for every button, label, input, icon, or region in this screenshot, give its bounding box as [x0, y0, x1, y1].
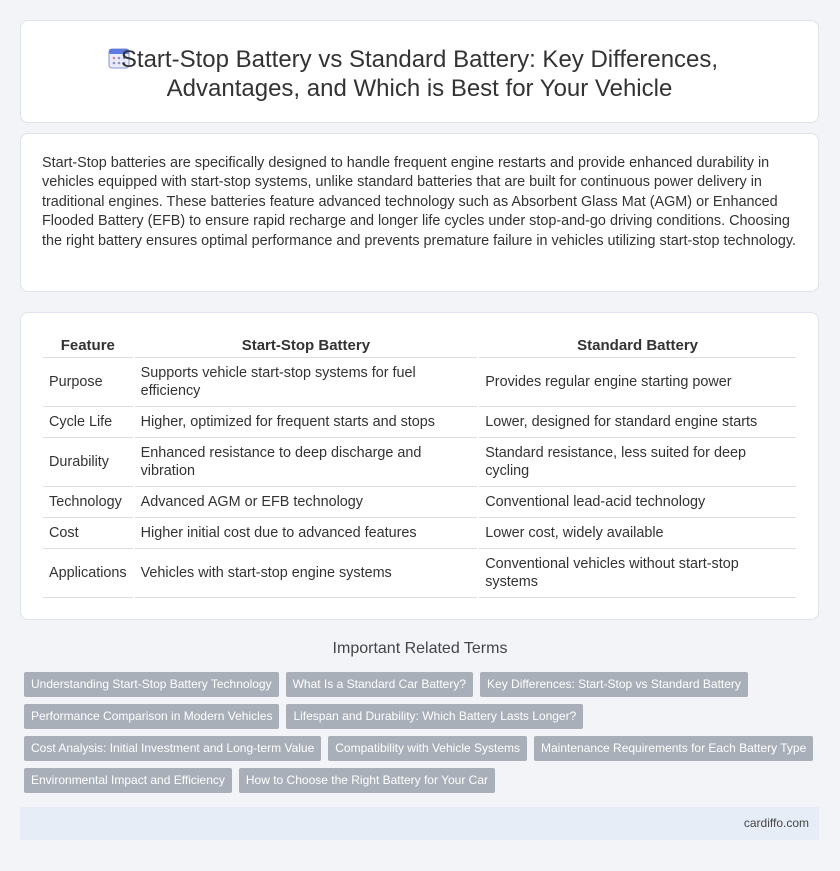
comparison-card — [20, 312, 819, 620]
feature-cell: Applications — [43, 549, 133, 598]
standard-cell: Standard resistance, less suited for deep cycling — [479, 438, 796, 487]
related-term-tag[interactable]: What Is a Standard Car Battery? — [286, 672, 473, 697]
start-stop-cell: Higher, optimized for frequent starts and stops — [135, 407, 478, 438]
tag-row — [24, 704, 824, 729]
related-term-tag[interactable]: Key Differences: Start-Stop vs Standard Battery — [480, 672, 748, 697]
column-header-start-stop: Start-Stop Battery — [135, 333, 478, 358]
table-row — [43, 407, 796, 438]
related-term-tag[interactable]: How to Choose the Right Battery for Your Car — [239, 768, 495, 793]
table-row — [43, 358, 796, 407]
standard-cell: Conventional vehicles without start-stop systems — [479, 549, 796, 598]
table-header-row — [43, 333, 796, 358]
related-term-tag[interactable]: Understanding Start-Stop Battery Technology — [24, 672, 279, 697]
footer — [20, 807, 819, 840]
page-title-line2: Advantages, and Which is Best for Your Vehicle — [166, 75, 673, 102]
column-header-standard: Standard Battery — [479, 333, 796, 358]
standard-cell: Lower cost, widely available — [479, 518, 796, 549]
table-row — [43, 549, 796, 598]
page-title — [21, 45, 818, 103]
column-header-feature: Feature — [43, 333, 133, 358]
footer-site-link[interactable]: cardiffo.com — [743, 816, 809, 830]
tag-row — [24, 768, 824, 793]
standard-cell: Conventional lead-acid technology — [479, 487, 796, 518]
standard-cell: Provides regular engine starting power — [479, 358, 796, 407]
intro-paragraph: Start-Stop batteries are specifically designed to handle frequent engine restarts and provide enhanced durability in vehicles equipped with start-stop systems, unlike standard batteries that are built for continuous power delivery in traditional engines. These batteries feature advanced technology such as Absorbent Glass Mat (AGM) or Enhanced Flooded Battery (EFB) to ensure rapid recharge and longer life cycles under stop-and-go driving conditions. Choosing the right battery ensures optimal performance and prevents premature failure in vehicles utilizing start-stop technology. — [42, 155, 797, 249]
standard-cell: Lower, designed for standard engine starts — [479, 407, 796, 438]
related-term-tag[interactable]: Environmental Impact and Efficiency — [24, 768, 232, 793]
start-stop-cell: Advanced AGM or EFB technology — [135, 487, 478, 518]
start-stop-cell: Vehicles with start-stop engine systems — [135, 549, 478, 598]
feature-cell: Cycle Life — [43, 407, 133, 438]
tag-row — [24, 672, 824, 697]
feature-cell: Purpose — [43, 358, 133, 407]
feature-cell: Durability — [43, 438, 133, 487]
start-stop-cell: Supports vehicle start-stop systems for fuel efficiency — [135, 358, 478, 407]
related-terms-list — [24, 672, 824, 800]
start-stop-cell: Enhanced resistance to deep discharge and vibration — [135, 438, 478, 487]
page-title-line1: Start-Stop Battery vs Standard Battery: Key Differences, — [120, 46, 719, 73]
related-term-tag[interactable]: Cost Analysis: Initial Investment and Long-term Value — [24, 736, 321, 761]
feature-cell: Cost — [43, 518, 133, 549]
related-term-tag[interactable]: Performance Comparison in Modern Vehicles — [24, 704, 279, 729]
table-row — [43, 518, 796, 549]
feature-cell: Technology — [43, 487, 133, 518]
start-stop-cell: Higher initial cost due to advanced features — [135, 518, 478, 549]
comparison-table — [41, 333, 798, 598]
table-row — [43, 438, 796, 487]
related-term-tag[interactable]: Maintenance Requirements for Each Battery Type — [534, 736, 813, 761]
related-term-tag[interactable]: Compatibility with Vehicle Systems — [328, 736, 527, 761]
intro-card — [20, 133, 819, 292]
table-row — [43, 487, 796, 518]
related-terms-heading: Important Related Terms — [332, 640, 508, 657]
related-term-tag[interactable]: Lifespan and Durability: Which Battery Lasts Longer? — [286, 704, 583, 729]
tag-row — [24, 736, 824, 761]
title-card — [20, 20, 819, 123]
